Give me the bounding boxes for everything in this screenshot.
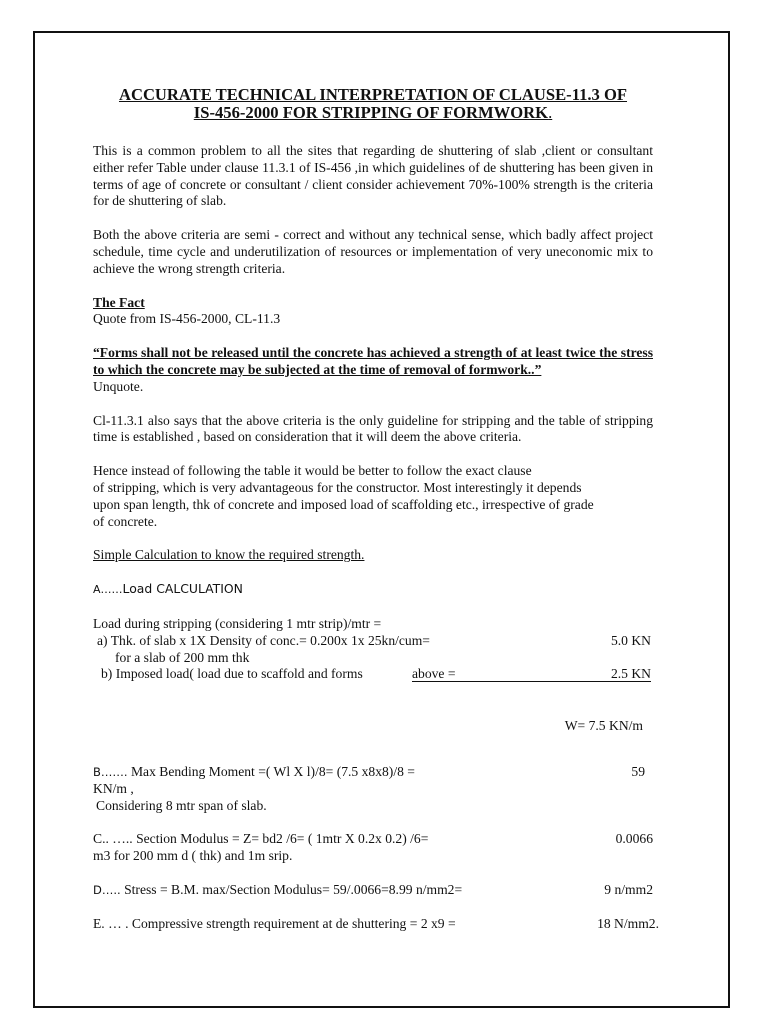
section-e-row: [93, 915, 659, 933]
section-b-note: Considering 8 mtr span of slab.: [96, 797, 267, 813]
section-e-value: 18 N/mm2.: [597, 915, 659, 931]
load-item-a-text: a) Thk. of slab x 1X Density of conc.= 0.200x 1x 25kn/cum=: [97, 632, 430, 648]
section-d-prefix: D…..: [93, 882, 121, 897]
load-item-b-value: 2.5 KN: [610, 666, 651, 682]
load-item-b-under-text: above =: [412, 666, 456, 682]
section-c-line-2: m3 for 200 mm d ( thk) and 1m srip.: [93, 848, 293, 864]
load-item-a-value: 5.0 KN: [610, 632, 651, 648]
section-d-value: 9 n/mm2: [604, 881, 653, 897]
clause-paragraph: Cl-11.3.1 also says that the above criteria is the only guideline for stripping and the table of stripping time is established , based on consideration that it will deem the above criteria.: [93, 412, 653, 445]
total-load-row: [93, 718, 653, 735]
clause-quote: “Forms shall not be released until the concrete has achieved a strength of at least twice the stress to which the concrete may be subjected at the time of removal of formwork..”: [93, 345, 653, 377]
title-line-2-text: IS-456-2000 FOR STRIPPING OF FORMWORK: [193, 103, 549, 122]
load-item-b-underline: [412, 666, 651, 682]
load-item-b: [93, 666, 653, 683]
section-d-text: Stress = B.M. max/Section Modulus= 59/.0066=8.99 n/mm2=: [124, 881, 463, 897]
title-period: .: [548, 103, 553, 122]
title-line-2: [93, 104, 653, 122]
load-item-a-note: for a slab of 200 mm thk: [115, 649, 250, 665]
section-b-prefix: B…….: [93, 764, 128, 779]
section-b-row: [93, 764, 653, 781]
document-page: [93, 85, 659, 933]
recommendation-line-2: of stripping, which is very advantageous for the constructor. Most interestingly it depends: [93, 479, 582, 495]
section-e-text: Compressive strength requirement at de shuttering = 2 x9 =: [131, 915, 456, 931]
section-a-prefix: A……: [93, 583, 123, 597]
recommendation-line-4: of concrete.: [93, 513, 158, 529]
section-c-value: 0.0066: [615, 831, 653, 847]
calculation-heading: Simple Calculation to know the required strength.: [93, 547, 365, 563]
section-c-text: Section Modulus = Z= bd2 /6= ( 1mtr X 0.2x 0.2) /6=: [136, 831, 429, 847]
total-load: W= 7.5 KN/m: [564, 718, 643, 734]
section-b-value: 59: [631, 763, 645, 779]
section-b-unit: KN/m ,: [93, 780, 134, 796]
load-item-b-text: b) Imposed load( load due to scaffold and forms: [101, 666, 363, 682]
fact-heading: The Fact: [93, 294, 145, 310]
recommendation-line-1: Hence instead of following the table it would be better to follow the exact clause: [93, 463, 532, 479]
title-line-1: ACCURATE TECHNICAL INTERPRETATION OF CLAUSE-11.3 OF: [118, 85, 628, 104]
document-title: [93, 86, 653, 122]
section-a-label: Load CALCULATION: [122, 581, 243, 597]
section-e-prefix: E. … .: [93, 915, 129, 931]
criteria-paragraph: Both the above criteria are semi - correct and without any technical sense, which badly affect project schedule, time cycle and underutilization of resources or implementation of very uneconomic mix to achieve the wrong strength criteria.: [93, 227, 653, 276]
load-intro: Load during stripping (considering 1 mtr strip)/mtr =: [93, 615, 382, 631]
section-c-prefix: C.. …..: [93, 831, 133, 847]
recommendation-paragraph: [93, 463, 653, 530]
intro-paragraph: This is a common problem to all the sites that regarding de shuttering of slab ,client or consultant either refer Table under clause 11.3.1 of IS-456 ,in which guidelines of de shuttering has been given in terms of age of concrete or consultant / client consider achievement 70%-100% strength is the criteria for de shuttering of slab.: [93, 143, 653, 209]
section-b-text: Max Bending Moment =( Wl X l)/8= (7.5 x8x8)/8 =: [130, 763, 415, 779]
unquote-text: Unquote.: [93, 378, 144, 394]
section-d-row: [93, 882, 653, 899]
load-item-a: [93, 633, 653, 650]
quote-source: Quote from IS-456-2000, CL-11.3: [93, 311, 281, 327]
section-c-row: [93, 831, 653, 848]
recommendation-line-3: upon span length, thk of concrete and imposed load of scaffolding etc., irrespective of grade: [93, 496, 594, 512]
section-a-heading: [93, 581, 653, 599]
